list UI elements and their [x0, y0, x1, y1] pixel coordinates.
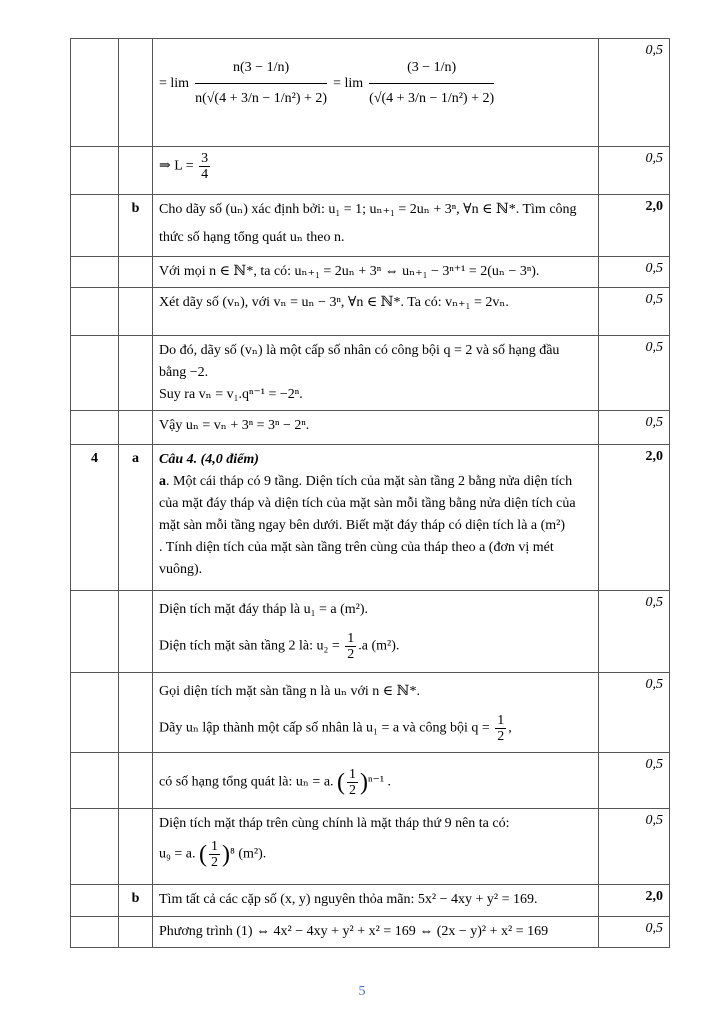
- table-row: Xét dãy số (vₙ), với vₙ = uₙ − 3ⁿ, ∀n ∈ ℕ*. Ta có: vₙ₊₁ = 2vₙ. 0,5: [71, 288, 670, 336]
- table-row: Phương trình (1) ⇔ 4x² − 4xy + y² + x² = 169 ⇔ (2x − y)² + x² = 169 0,5: [71, 917, 670, 948]
- score: 0,5: [599, 288, 670, 336]
- score: 0,5: [599, 809, 670, 885]
- table-row: Với mọi n ∈ ℕ*, ta có: uₙ₊₁ = 2uₙ + 3ⁿ ⇔ uₙ₊₁ − 3ⁿ⁺¹ = 2(uₙ − 3ⁿ). 0,5: [71, 257, 670, 288]
- score: 0,5: [599, 147, 670, 195]
- table-row: Do đó, dãy số (vₙ) là một cấp số nhân có công bội q = 2 và số hạng đầu bằng −2. Suy ra vₙ = v₁.qⁿ⁻¹ = −2ⁿ. 0,5: [71, 336, 670, 411]
- table-row: có số hạng tổng quát là: uₙ = a. ( $\frac{1}{2}$ )ⁿ⁻¹ . 0,5: [71, 753, 670, 809]
- score: 0,5: [599, 336, 670, 411]
- table-row: 4 a Câu 4. (4,0 điểm) a. Một cái tháp có 9 tầng. Diện tích của mặt sàn tầng 2 bằng nửa diện tích của mặt đáy tháp và diện tích của mặt sàn mỗi tầng bằng nửa diện tích của mặt sàn mỗi tầng ngay bên dưới. Biết mặt đáy tháp có diện tích là a (m²) . Tính diện tích của mặt sàn tầng trên cùng của tháp theo a (đơn vị mét vuông). 2,0: [71, 445, 670, 591]
- score: 0,5: [599, 411, 670, 445]
- limit-expression: = lim $\frac{n(3 - 1/n)}{\text{n(√(4 + 3/n − 1/n²) + 2)}}$ = lim $\frac{(3 - 1/n)}{\text{(√(4 + 3/n − 1/n²) + 2)}}$: [159, 53, 592, 114]
- table-row: ⇒ L = $\frac{3}{4}$ 0,5: [71, 147, 670, 195]
- table-row: [71, 39, 670, 147]
- table-row: b Tìm tất cả các cặp số (x, y) nguyên thỏa mãn: 5x² − 4xy + y² = 169. 2,0: [71, 885, 670, 917]
- table-row: Vậy uₙ = vₙ + 3ⁿ = 3ⁿ − 2ⁿ. 0,5: [71, 411, 670, 445]
- table-row: Diện tích mặt tháp trên cùng chính là mặt tháp thứ 9 nên ta có: u₉ = a. ( $\frac{1}{2}$ )⁸ (m²). 0,5: [71, 809, 670, 885]
- score: 0,5: [599, 753, 670, 809]
- score: 0,5: [599, 39, 670, 147]
- page-number: 5: [358, 984, 366, 999]
- table-row: Gọi diện tích mặt sàn tầng n là uₙ với n ∈ ℕ*. Dãy uₙ lập thành một cấp số nhân là u₁ = a và công bội q = $\frac{1}{2}$ , 0,5: [71, 673, 670, 753]
- score: 2,0: [599, 445, 670, 591]
- score: 0,5: [599, 257, 670, 288]
- score: 0,5: [599, 673, 670, 753]
- table-row: b Cho dãy số (uₙ) xác định bởi: u₁ = 1; uₙ₊₁ = 2uₙ + 3ⁿ, ∀n ∈ ℕ*. Tìm công thức số hạng tổng quát uₙ theo n. 2,0: [71, 195, 670, 257]
- score: 0,5: [599, 591, 670, 673]
- table-row: Diện tích mặt đáy tháp là u₁ = a (m²). Diện tích mặt sàn tầng 2 là: u₂ = $\frac{1}{2}$ .a (m²). 0,5: [71, 591, 670, 673]
- score: 0,5: [599, 917, 670, 948]
- score: 2,0: [599, 195, 670, 257]
- answer-table: [70, 38, 670, 948]
- question-heading: Câu 4. (4,0 điểm): [159, 452, 259, 467]
- score: 2,0: [599, 885, 670, 917]
